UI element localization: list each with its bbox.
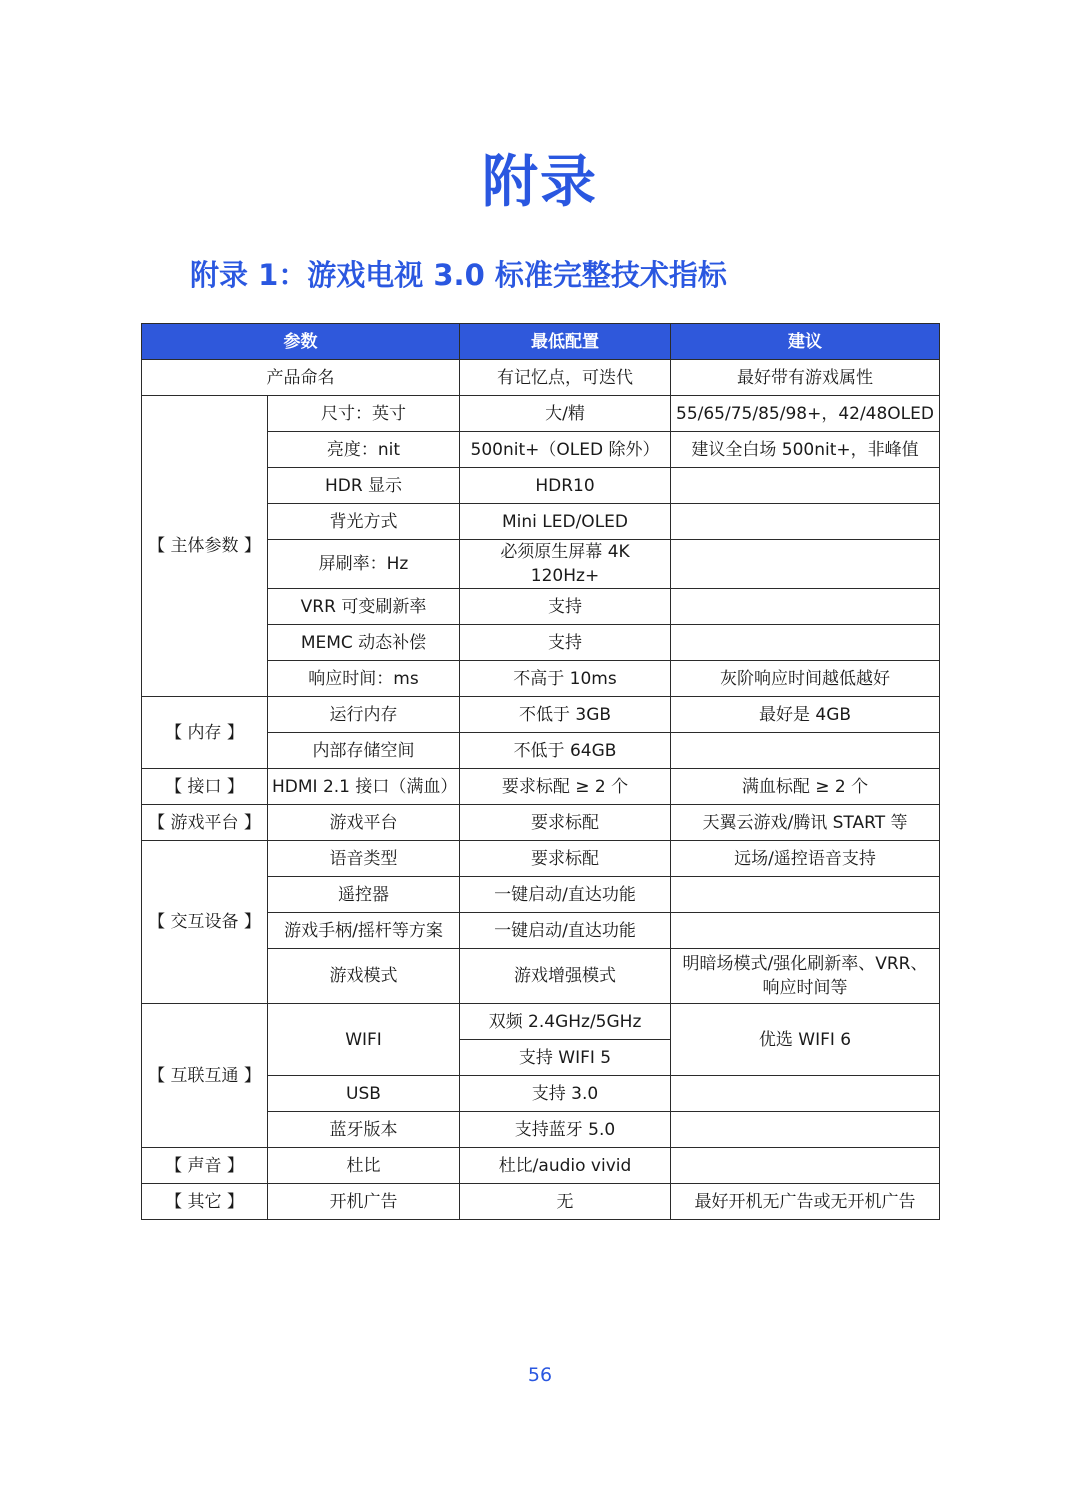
cell-min: 游戏增强模式: [460, 949, 671, 1004]
cell-rec: 优选 WIFI 6: [671, 1004, 940, 1076]
group-label-interface: 【 接口 】: [142, 769, 268, 805]
cell-rec: 55/65/75/85/98+，42/48OLED: [671, 396, 940, 432]
cell-min: 支持 WIFI 5: [460, 1040, 671, 1076]
cell-rec: [671, 913, 940, 949]
cell-rec: [671, 733, 940, 769]
cell-rec: [671, 949, 940, 1004]
header-param: 参数: [142, 324, 460, 360]
cell-param: VRR 可变刷新率: [268, 589, 460, 625]
cell-param: 蓝牙版本: [268, 1112, 460, 1148]
cell-min: 无: [460, 1184, 671, 1220]
cell-min: 必须原生屏幕 4K 120Hz+: [460, 540, 671, 589]
cell-rec: 天翼云游戏/腾讯 START 等: [671, 805, 940, 841]
table-row: [142, 841, 940, 877]
cell-rec: [671, 1076, 940, 1112]
cell-param: 背光方式: [268, 504, 460, 540]
cell-rec: [671, 625, 940, 661]
table-row: [142, 805, 940, 841]
table-row: [142, 360, 940, 396]
cell-min: 不高于 10ms: [460, 661, 671, 697]
cell-rec: [671, 589, 940, 625]
cell-min: 双频 2.4GHz/5GHz: [460, 1004, 671, 1040]
cell-min: Mini LED/OLED: [460, 504, 671, 540]
cell-min: 一键启动/直达功能: [460, 877, 671, 913]
group-label-connectivity: 【 互联互通 】: [142, 1004, 268, 1148]
cell-min: 500nit+（OLED 除外）: [460, 432, 671, 468]
header-min: 最低配置: [460, 324, 671, 360]
cell-param: WIFI: [268, 1004, 460, 1076]
cell-rec: 满血标配 ≥ 2 个: [671, 769, 940, 805]
cell-param: 内部存储空间: [268, 733, 460, 769]
cell-param: USB: [268, 1076, 460, 1112]
cell-min: 不低于 3GB: [460, 697, 671, 733]
cell-param: 语音类型: [268, 841, 460, 877]
cell-min: 要求标配: [460, 805, 671, 841]
cell-min: 大/精: [460, 396, 671, 432]
table-row: [142, 1148, 940, 1184]
cell-min: 一键启动/直达功能: [460, 913, 671, 949]
cell-rec: [671, 468, 940, 504]
cell-rec: [671, 1148, 940, 1184]
cell-rec-line: 明暗场模式/强化刷新率、VRR、: [682, 954, 928, 974]
section-title: 附录 1：游戏电视 3.0 标准完整技术指标: [190, 258, 727, 292]
cell-min: 支持蓝牙 5.0: [460, 1112, 671, 1148]
spec-table: [141, 323, 940, 1220]
cell-rec: [671, 1112, 940, 1148]
table-row: [142, 1184, 940, 1220]
table-row: [142, 769, 940, 805]
table-row: [142, 697, 940, 733]
group-label-platform: 【 游戏平台 】: [142, 805, 268, 841]
cell-param: MEMC 动态补偿: [268, 625, 460, 661]
cell-param: 遥控器: [268, 877, 460, 913]
cell-param: HDR 显示: [268, 468, 460, 504]
cell-param: 尺寸：英寸: [268, 396, 460, 432]
cell-param: 屏刷率：Hz: [268, 540, 460, 589]
cell-min: 有记忆点，可迭代: [460, 360, 671, 396]
cell-min: 支持: [460, 589, 671, 625]
cell-param: 开机广告: [268, 1184, 460, 1220]
group-label-sound: 【 声音 】: [142, 1148, 268, 1184]
cell-min: HDR10: [460, 468, 671, 504]
cell-rec: 建议全白场 500nit+，非峰值: [671, 432, 940, 468]
cell-min: 支持 3.0: [460, 1076, 671, 1112]
cell-rec: [671, 540, 940, 589]
page-title: 附录: [482, 150, 598, 215]
cell-min: 要求标配: [460, 841, 671, 877]
cell-param: 运行内存: [268, 697, 460, 733]
cell-rec: [671, 504, 940, 540]
header-rec: 建议: [671, 324, 940, 360]
cell-param: 响应时间：ms: [268, 661, 460, 697]
group-label-main: 【 主体参数 】: [142, 396, 268, 697]
page-number: 56: [527, 1364, 553, 1386]
cell-min: 支持: [460, 625, 671, 661]
cell-rec: 最好开机无广告或无开机广告: [671, 1184, 940, 1220]
group-label-memory: 【 内存 】: [142, 697, 268, 769]
table-row: [142, 1004, 940, 1040]
cell-rec: 最好是 4GB: [671, 697, 940, 733]
cell-min: 不低于 64GB: [460, 733, 671, 769]
cell-rec: 灰阶响应时间越低越好: [671, 661, 940, 697]
cell-rec: 最好带有游戏属性: [671, 360, 940, 396]
cell-param: 游戏手柄/摇杆等方案: [268, 913, 460, 949]
table-header-row: [142, 324, 940, 360]
cell-min: 杜比/audio vivid: [460, 1148, 671, 1184]
cell-min: 要求标配 ≥ 2 个: [460, 769, 671, 805]
cell-rec: 远场/遥控语音支持: [671, 841, 940, 877]
cell-rec-line: 响应时间等: [762, 978, 848, 998]
group-label-interaction: 【 交互设备 】: [142, 841, 268, 1004]
cell-param: HDMI 2.1 接口（满血）: [268, 769, 460, 805]
cell-rec: [671, 877, 940, 913]
table-row: [142, 396, 940, 432]
cell-param: 游戏平台: [268, 805, 460, 841]
cell-param: 产品命名: [142, 360, 460, 396]
cell-param: 游戏模式: [268, 949, 460, 1004]
cell-param: 杜比: [268, 1148, 460, 1184]
group-label-other: 【 其它 】: [142, 1184, 268, 1220]
cell-param: 亮度：nit: [268, 432, 460, 468]
